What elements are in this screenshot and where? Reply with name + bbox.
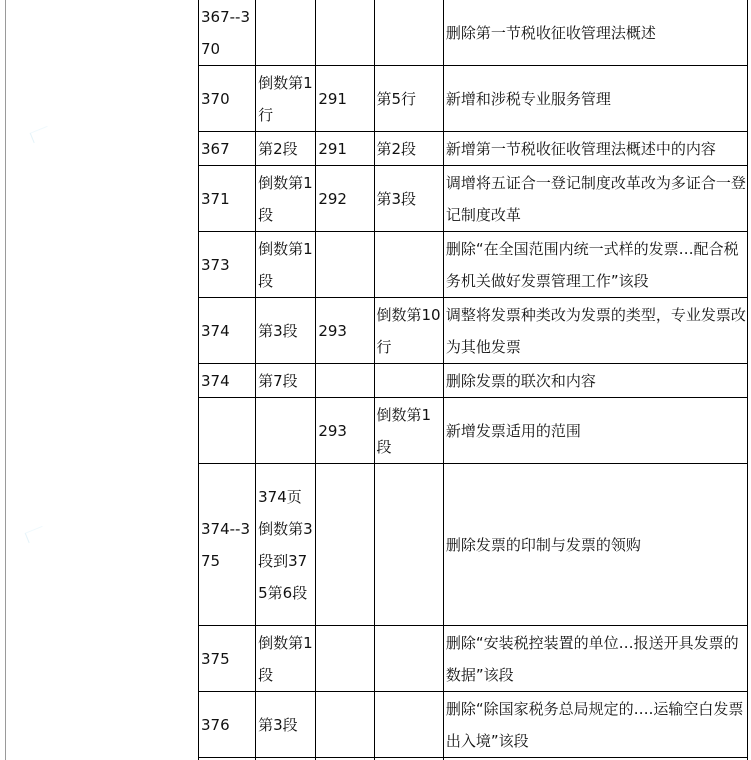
old-position-cell [256, 0, 316, 66]
change-description-cell: 新增发票适用的范围 [443, 398, 747, 464]
old-page-cell: 374 [199, 298, 256, 364]
table-row [199, 132, 748, 166]
new-page-cell: 293 [316, 298, 374, 364]
old-page-cell: 373 [199, 232, 256, 298]
old-position-cell: 倒数第1段 [256, 626, 316, 692]
new-page-cell [316, 0, 374, 66]
change-description-cell: 删除“除国家税务总局规定的….运输空白发票出入境”该段 [443, 692, 747, 758]
old-position-cell: 倒数第1段 [256, 232, 316, 298]
old-position-cell: 倒数第1行 [256, 66, 316, 132]
new-page-cell: 293 [316, 398, 374, 464]
new-page-cell [316, 232, 374, 298]
old-position-cell [256, 398, 316, 464]
table-row [199, 66, 748, 132]
table-row [199, 464, 748, 626]
table-row [199, 626, 748, 692]
old-position-cell: 第7段 [256, 364, 316, 398]
scan-artifact [25, 526, 47, 543]
new-position-cell: 第3段 [374, 166, 443, 232]
old-page-cell: 370 [199, 66, 256, 132]
table-row [199, 298, 748, 364]
old-position-cell: 第3段 [256, 692, 316, 758]
new-page-cell [316, 692, 374, 758]
table-row [199, 0, 748, 66]
new-page-cell [316, 364, 374, 398]
new-position-cell: 倒数第1段 [374, 398, 443, 464]
old-page-cell: 374 [199, 364, 256, 398]
new-position-cell [374, 0, 443, 66]
new-page-cell: 291 [316, 66, 374, 132]
change-description-cell: 删除第一节税收征收管理法概述 [443, 0, 747, 66]
table-row [199, 166, 748, 232]
change-description-cell: 调增将五证合一登记制度改革改为多证合一登记制度改革 [443, 166, 747, 232]
table-row [199, 692, 748, 758]
new-page-cell: 291 [316, 132, 374, 166]
new-position-cell [374, 626, 443, 692]
change-description-cell: 新增和涉税专业服务管理 [443, 66, 747, 132]
new-position-cell [374, 692, 443, 758]
textbook-changes-table [198, 0, 748, 760]
change-description-cell: 删除“安装税控装置的单位…报送开具发票的数据”该段 [443, 626, 747, 692]
old-page-cell: 367--370 [199, 0, 256, 66]
new-position-cell: 第2段 [374, 132, 443, 166]
old-page-cell [199, 398, 256, 464]
old-page-cell: 374--375 [199, 464, 256, 626]
old-position-cell: 第3段 [256, 298, 316, 364]
change-description-cell: 新增第一节税收征收管理法概述中的内容 [443, 132, 747, 166]
old-page-cell: 375 [199, 626, 256, 692]
new-position-cell [374, 364, 443, 398]
new-page-cell [316, 626, 374, 692]
table-row [199, 232, 748, 298]
old-page-cell: 371 [199, 166, 256, 232]
change-description-cell: 调整将发票种类改为发票的类型，专业发票改为其他发票 [443, 298, 747, 364]
old-position-cell: 374页倒数第3段到375第6段 [256, 464, 316, 626]
scan-artifact [30, 126, 52, 143]
left-margin-rule [5, 0, 6, 760]
change-description-cell: 删除发票的联次和内容 [443, 364, 747, 398]
new-position-cell [374, 464, 443, 626]
table-row [199, 364, 748, 398]
new-position-cell [374, 232, 443, 298]
old-position-cell: 倒数第1段 [256, 166, 316, 232]
new-page-cell [316, 464, 374, 626]
change-description-cell: 删除发票的印制与发票的领购 [443, 464, 747, 626]
old-position-cell: 第2段 [256, 132, 316, 166]
new-position-cell: 倒数第10行 [374, 298, 443, 364]
old-page-cell: 376 [199, 692, 256, 758]
change-description-cell: 删除“在全国范围内统一式样的发票…配合税务机关做好发票管理工作”该段 [443, 232, 747, 298]
old-page-cell: 367 [199, 132, 256, 166]
new-position-cell: 第5行 [374, 66, 443, 132]
table-row [199, 398, 748, 464]
new-page-cell: 292 [316, 166, 374, 232]
